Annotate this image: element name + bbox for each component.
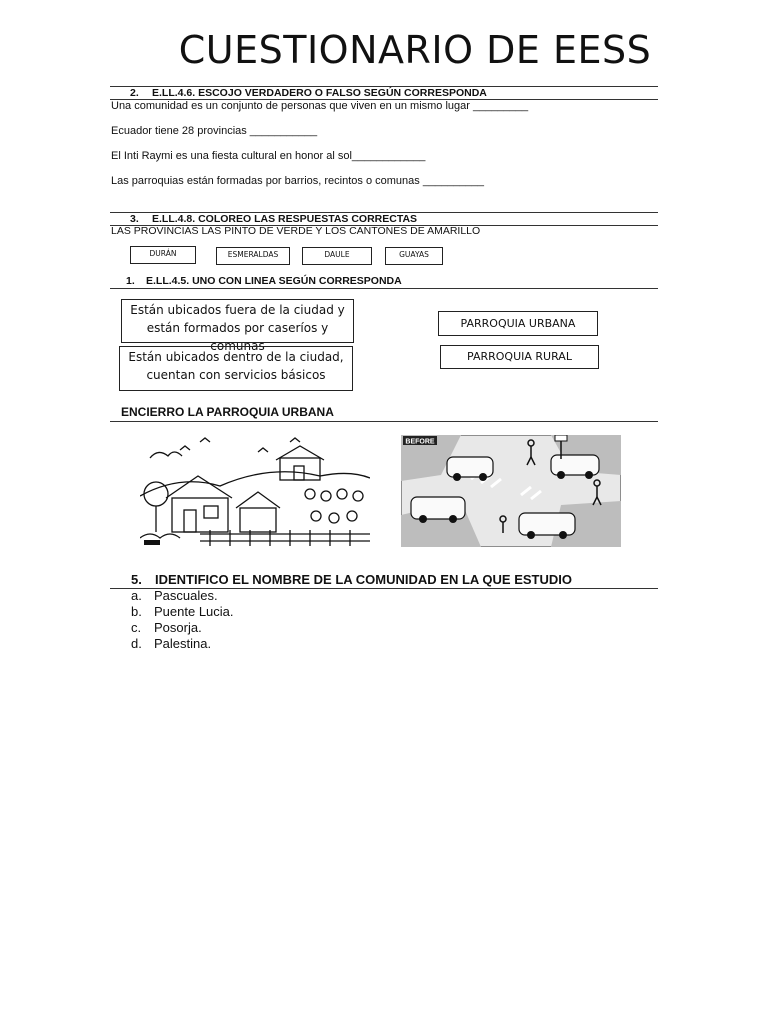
section-color-title: E.LL.4.8. COLOREO LAS RESPUESTAS CORRECTAS xyxy=(152,213,418,225)
section-match-number: 1. xyxy=(126,275,135,287)
option-text: Puente Lucia. xyxy=(154,604,234,619)
match-text-line: están formados por caseríos y comunas xyxy=(146,321,329,353)
option-text: Pascuales. xyxy=(154,588,218,603)
section-identify-title: IDENTIFICO EL NOMBRE DE LA COMUNIDAD EN LA QUE ESTUDIO xyxy=(155,572,572,587)
match-right-parroquia-urbana[interactable]: PARROQUIA URBANA xyxy=(438,311,598,336)
option-text: Posorja. xyxy=(154,620,202,635)
page-title: CUESTIONARIO DE EESS xyxy=(178,28,652,72)
match-right-parroquia-rural[interactable]: PARROQUIA RURAL xyxy=(440,345,599,369)
urban-parish-illustration[interactable] xyxy=(401,435,621,547)
section-tf-title: E.LL.4.6. ESCOJO VERDADERO O FALSO SEGÚN CORRESPONDA xyxy=(152,87,487,99)
option-guayas[interactable]: GUAYAS xyxy=(385,247,443,265)
match-text-line: Están ubicados dentro de la ciudad, xyxy=(128,350,344,364)
image-label-before: BEFORE xyxy=(405,438,435,446)
option-esmeraldas[interactable]: ESMERALDAS xyxy=(216,247,290,265)
tf-statement: El Inti Raymi es una fiesta cultural en honor al sol____________ xyxy=(111,150,426,162)
rural-parish-illustration[interactable] xyxy=(140,434,370,548)
section-color-heading xyxy=(130,213,417,225)
option-text: Palestina. xyxy=(154,636,212,651)
color-instruction: LAS PROVINCIAS LAS PINTO DE VERDE Y LOS CANTONES DE AMARILLO xyxy=(111,225,481,237)
tf-statement: Ecuador tiene 28 provincias ___________ xyxy=(111,125,318,137)
match-left-rural-description[interactable] xyxy=(121,299,354,353)
section-match-heading xyxy=(126,275,402,287)
tf-statement: Las parroquias están formadas por barrios, recintos o comunas __________ xyxy=(111,175,485,187)
option-letter: c. xyxy=(131,620,142,635)
section-color-number: 3. xyxy=(130,213,139,225)
section-tf-heading xyxy=(130,87,487,99)
section-identify-number: 5. xyxy=(131,572,142,587)
option-letter: b. xyxy=(131,604,142,619)
section-identify-heading xyxy=(131,572,572,587)
section-match-title: E.LL.4.5. UNO CON LINEA SEGÚN CORRESPONDA xyxy=(146,275,402,287)
option-daule[interactable]: DAULE xyxy=(302,247,372,265)
option-letter: a. xyxy=(131,588,142,603)
option-item[interactable] xyxy=(131,620,202,635)
section-circle-heading: ENCIERRO LA PARROQUIA URBANA xyxy=(121,405,334,419)
section-tf-number: 2. xyxy=(130,87,139,99)
option-item[interactable] xyxy=(131,604,234,619)
match-text-line: cuentan con servicios básicos xyxy=(146,368,326,382)
tf-statement: Una comunidad es un conjunto de personas que viven en un mismo lugar _________ xyxy=(111,100,529,112)
option-duran[interactable]: DURÁN xyxy=(130,246,196,264)
option-item[interactable] xyxy=(131,588,218,603)
divider xyxy=(110,288,658,289)
match-text-line: Están ubicados fuera de la ciudad y xyxy=(130,303,345,317)
option-item[interactable] xyxy=(131,636,211,651)
match-left-urban-description[interactable] xyxy=(119,346,353,391)
option-letter: d. xyxy=(131,636,142,651)
divider xyxy=(110,421,658,422)
